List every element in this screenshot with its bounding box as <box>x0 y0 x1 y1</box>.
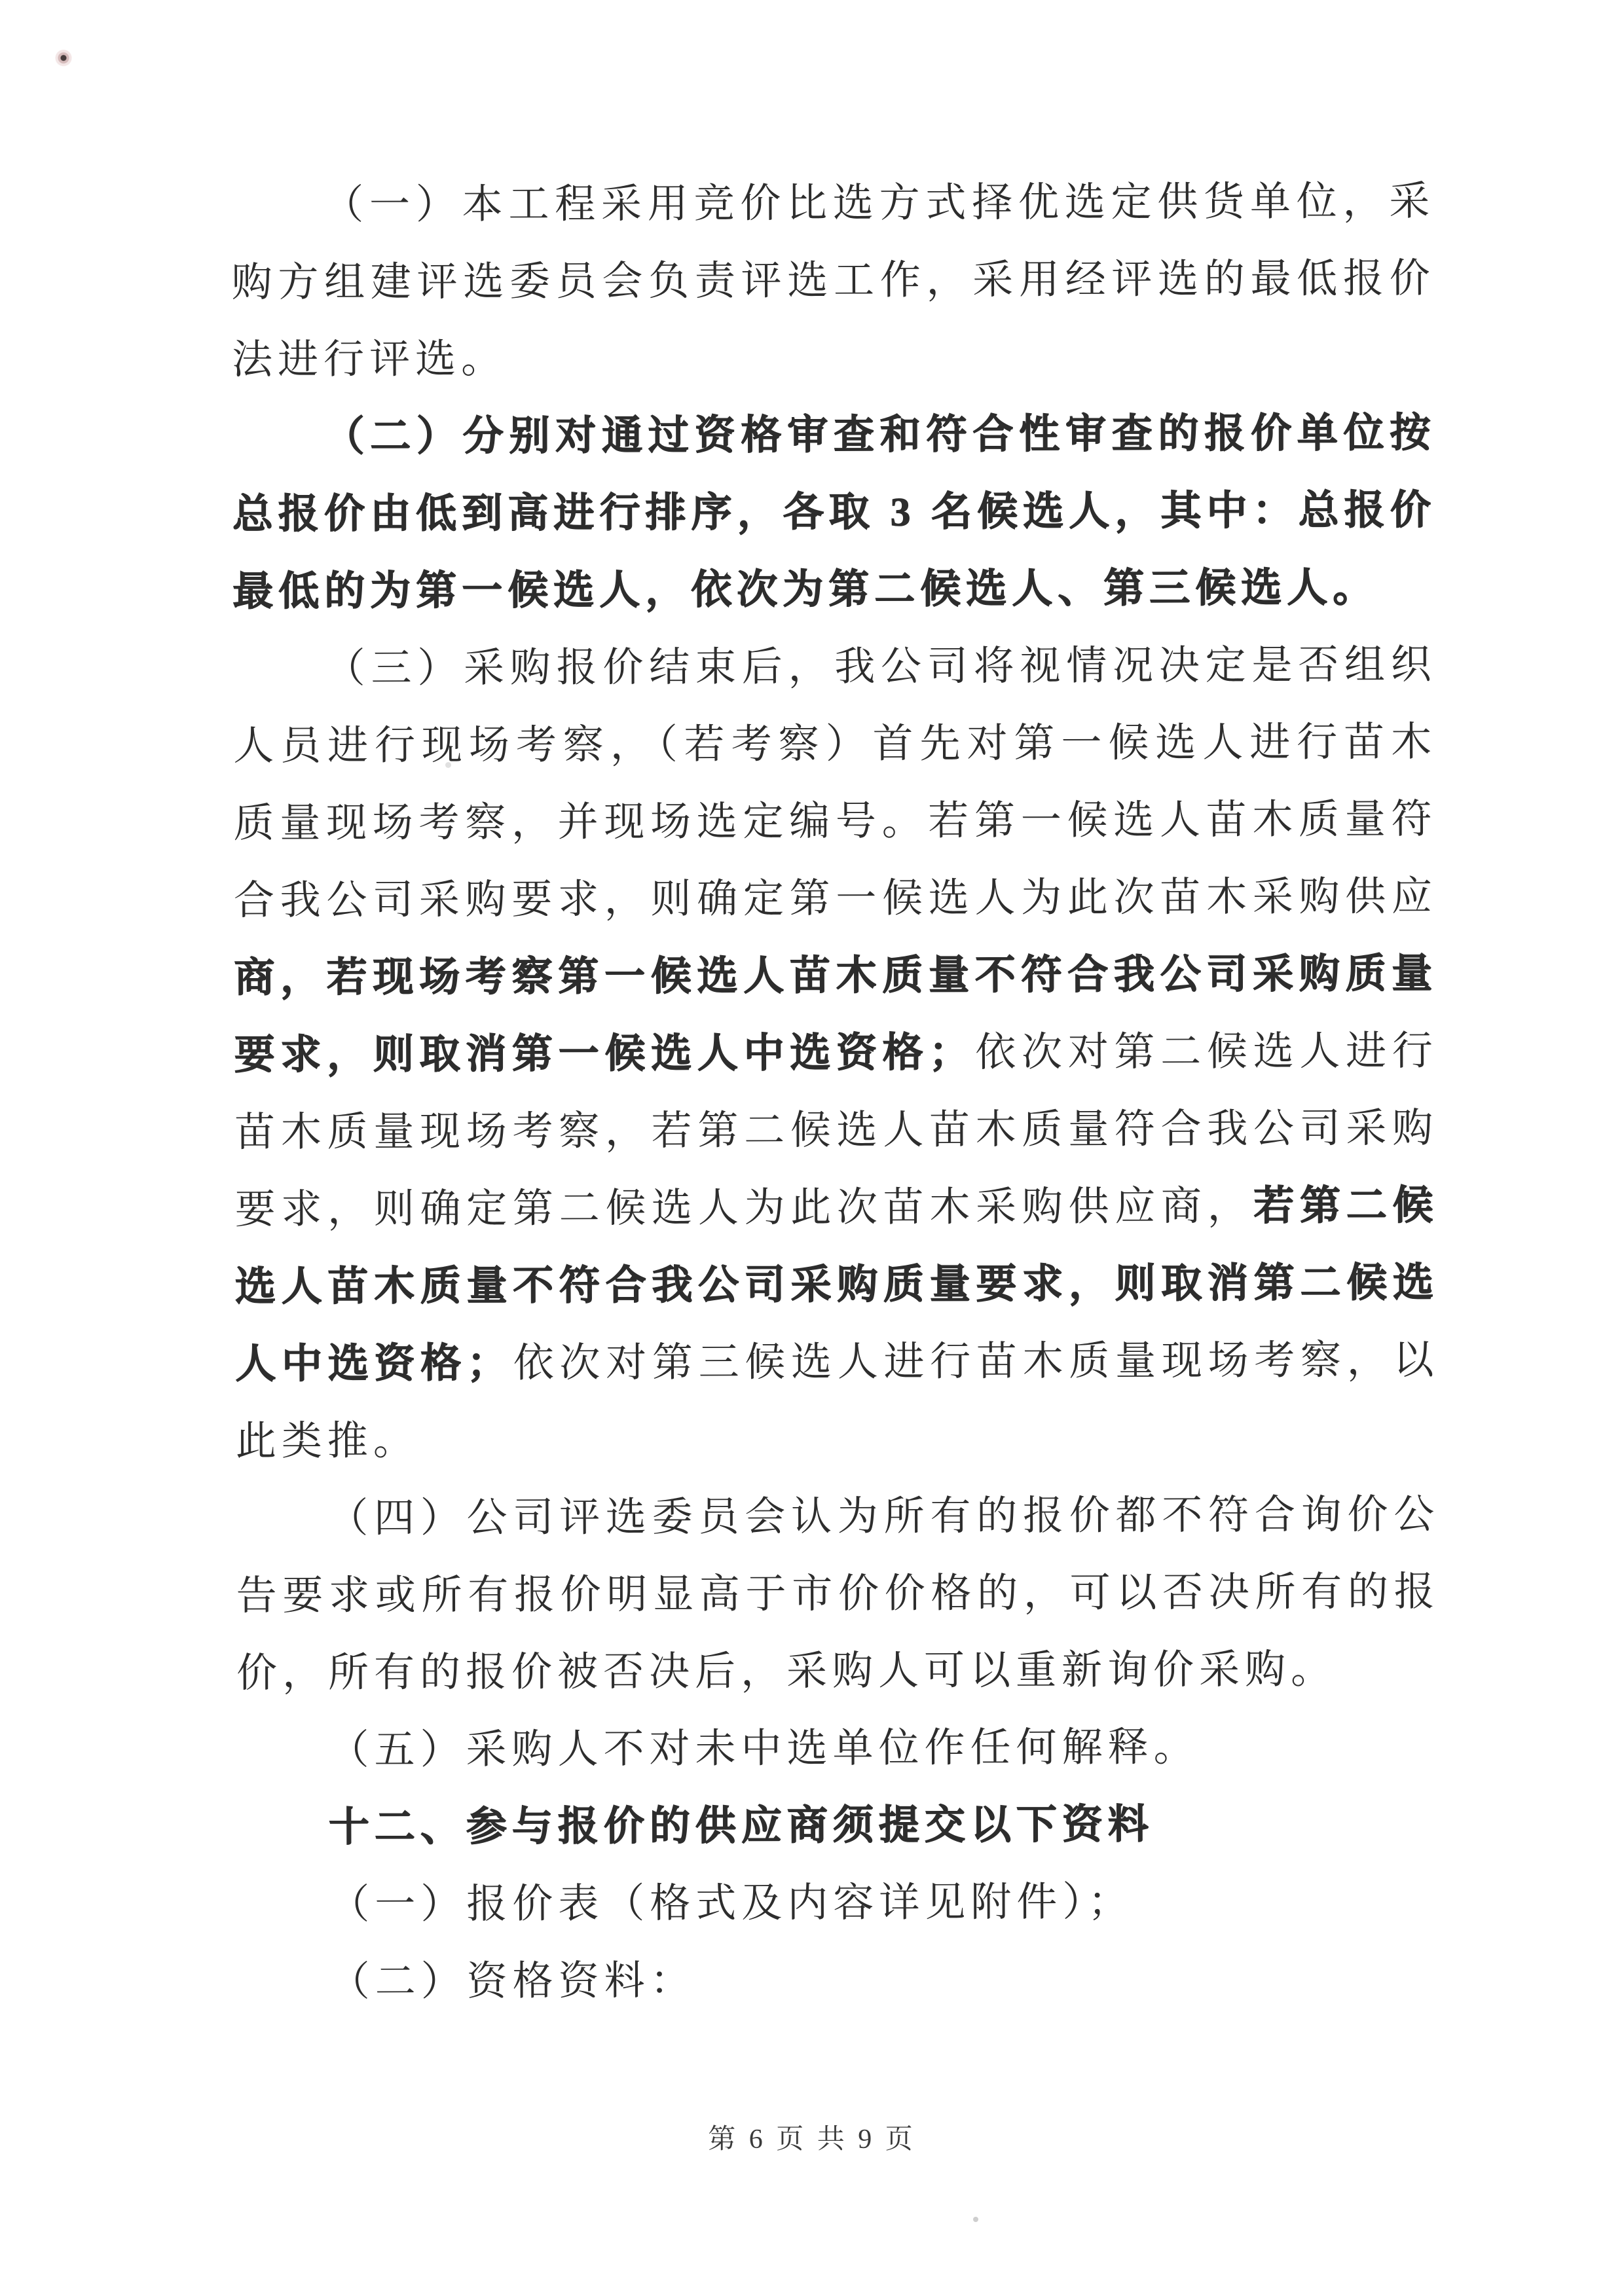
text-segment: 商，若现场考察第一候选人苗木质量不符合我公司采购质量要求，则取消第一候选人中选资格； <box>234 951 1438 1078</box>
paragraph-7 <box>237 1863 1441 1944</box>
text-segment: （一）报价表（格式及内容详见附件）； <box>329 1880 1134 1927</box>
document-body <box>231 163 1441 2021</box>
scan-speck <box>445 762 451 768</box>
scan-speck <box>973 2217 978 2222</box>
text-segment: 依次对第二候选人进行苗木质量现场考察，若第二候选人苗木质量符合我公司采购要求，则确定第二候选人为此次苗木采购供应商， <box>234 1029 1439 1233</box>
paragraph-5 <box>236 1708 1440 1789</box>
text-segment: （二）资格资料： <box>329 1958 696 2005</box>
text-segment: （三）采购报价结束后，我公司将视情况决定是否组织人员进行现场考察，（若考察）首先对第一候选人进行苗木质量现场考察，并现场选定编号。若第一候选人苗木质量符合我公司采购要求，则确定第一候选人为此次苗木采购供应 <box>233 642 1438 924</box>
text-segment: 依次对第三候选人进行苗木质量现场考察，以此类推。 <box>235 1338 1439 1465</box>
paragraph-2 <box>232 395 1436 630</box>
scan-speck <box>55 47 72 67</box>
page-number-label: 第 6 页 共 9 页 <box>708 2124 916 2155</box>
text-segment: 十二、参与报价的供应商须提交以下资料 <box>328 1802 1154 1850</box>
paragraph-1 <box>231 163 1435 399</box>
text-segment: （四）公司评选委员会认为所有的报价都不符合询价公告要求或所有报价明显高于市价价格的，可以否决所有的报价，所有的报价被否决后，采购人可以重新询价采购。 <box>236 1492 1440 1696</box>
page-footer <box>0 2117 1624 2157</box>
paragraph-3 <box>233 627 1440 1480</box>
paragraph-6 <box>237 1785 1441 1867</box>
text-segment: 若第二候选人苗木质量不符合我公司采购质量要求，则取消第二候选人中选资格； <box>234 1183 1439 1387</box>
paragraph-4 <box>236 1476 1440 1712</box>
text-segment: （二）分别对通过资格审查和符合性审查的报价单位按总报价由低到高进行排序，各取 3 名候选人，其中：总报价最低的为第一候选人，依次为第二候选人、第三候选人。 <box>232 410 1437 615</box>
text-segment: （一）本工程采用竞价比选方式择优选定供货单位，采购方组建评选委员会负责评选工作，采用经评选的最低报价法进行评选。 <box>231 179 1435 383</box>
text-segment: （五）采购人不对未中选单位作任何解释。 <box>328 1725 1200 1773</box>
paragraph-8 <box>238 1940 1441 2021</box>
